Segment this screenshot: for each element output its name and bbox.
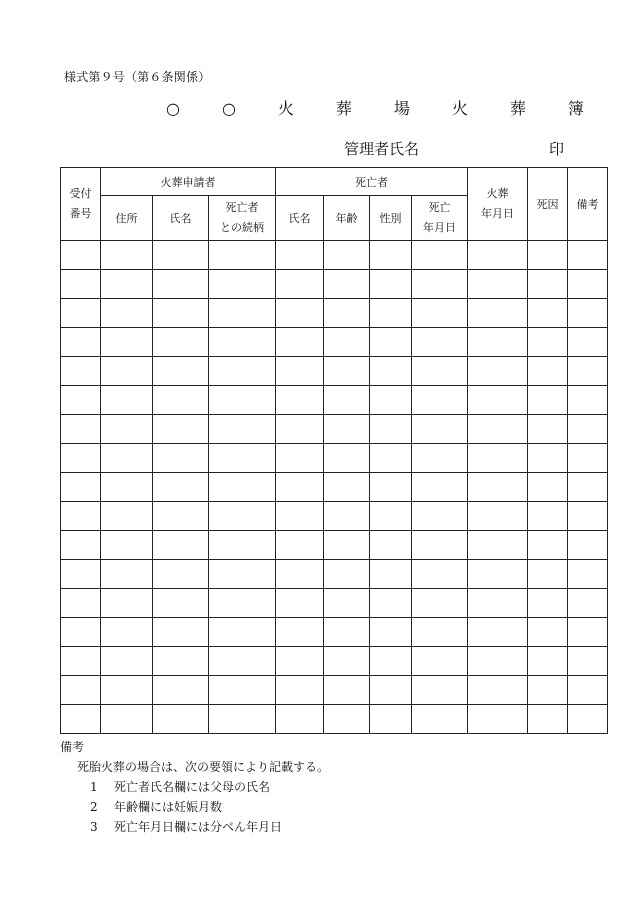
table-cell [276, 589, 324, 618]
table-cell [528, 676, 568, 705]
table-cell [468, 560, 528, 589]
table-cell [528, 444, 568, 473]
page-title: ○ ○ 火 葬 場 火 葬 簿 [166, 99, 597, 118]
table-cell [324, 647, 370, 676]
table-row [61, 560, 608, 589]
table-cell [101, 270, 153, 299]
table-row [61, 444, 608, 473]
table-cell [153, 647, 209, 676]
table-cell [568, 386, 608, 415]
table-cell [412, 560, 468, 589]
header-reception-number [61, 168, 101, 241]
table-cell [468, 299, 528, 328]
table-cell [153, 531, 209, 560]
table-cell [412, 270, 468, 299]
table-cell [370, 705, 412, 734]
table-cell [101, 647, 153, 676]
table-cell [61, 270, 101, 299]
table-cell [568, 618, 608, 647]
table-cell [101, 502, 153, 531]
table-cell [324, 618, 370, 647]
table-cell [568, 444, 608, 473]
table-cell [153, 502, 209, 531]
table-cell [528, 589, 568, 618]
table-cell [209, 357, 276, 386]
notes-item-number: 2 [90, 800, 98, 814]
table-cell [276, 386, 324, 415]
table-cell [209, 241, 276, 270]
table-row [61, 647, 608, 676]
table-cell [412, 357, 468, 386]
table-cell [370, 473, 412, 502]
table-cell [61, 241, 101, 270]
table-cell [276, 299, 324, 328]
table-row [61, 270, 608, 299]
table-cell [153, 444, 209, 473]
table-cell [61, 531, 101, 560]
table-cell [370, 328, 412, 357]
table-cell [324, 444, 370, 473]
table-cell [528, 270, 568, 299]
register-body [61, 241, 608, 734]
table-cell [568, 473, 608, 502]
form-number: 様式第９号（第６条関係） [64, 70, 211, 84]
table-cell [370, 502, 412, 531]
table-cell [324, 270, 370, 299]
table-cell [101, 415, 153, 444]
table-cell [101, 705, 153, 734]
table-cell [324, 386, 370, 415]
table-cell [153, 560, 209, 589]
table-cell [412, 415, 468, 444]
table-cell [209, 705, 276, 734]
table-row [61, 618, 608, 647]
table-cell [568, 502, 608, 531]
table-cell [153, 473, 209, 502]
header-cremation-date [468, 168, 528, 241]
table-cell [324, 560, 370, 589]
table-cell [528, 705, 568, 734]
table-cell [412, 531, 468, 560]
table-cell [324, 299, 370, 328]
table-cell [61, 328, 101, 357]
table-cell [209, 386, 276, 415]
header-applicant-address: 住所 [101, 196, 153, 241]
table-cell [101, 473, 153, 502]
table-cell [412, 299, 468, 328]
table-cell [324, 531, 370, 560]
header-death-date [412, 196, 468, 241]
table-cell [370, 386, 412, 415]
table-cell [468, 270, 528, 299]
notes-item-text: 死亡者氏名欄には父母の氏名 [114, 780, 271, 794]
notes-intro: 死胎火葬の場合は、次の要領により記載する。 [77, 760, 330, 774]
table-cell [101, 531, 153, 560]
table-cell [468, 589, 528, 618]
table-cell [153, 705, 209, 734]
table-cell [153, 270, 209, 299]
table-cell [61, 647, 101, 676]
table-cell [528, 531, 568, 560]
table-cell [412, 589, 468, 618]
table-cell [101, 328, 153, 357]
notes-item [90, 797, 329, 817]
table-cell [568, 705, 608, 734]
table-cell [153, 299, 209, 328]
table-cell [101, 444, 153, 473]
table-cell [528, 502, 568, 531]
table-cell [61, 560, 101, 589]
table-row [61, 705, 608, 734]
table-cell [370, 618, 412, 647]
table-cell [276, 705, 324, 734]
table-cell [276, 328, 324, 357]
table-cell [468, 386, 528, 415]
table-cell [568, 647, 608, 676]
header-deceased-age: 年齢 [324, 196, 370, 241]
table-cell [568, 415, 608, 444]
table-cell [468, 647, 528, 676]
table-cell [153, 241, 209, 270]
header-relation-line1: 死亡者 [225, 201, 259, 214]
table-cell [528, 357, 568, 386]
table-cell [276, 473, 324, 502]
header-remarks: 備考 [568, 168, 608, 241]
table-cell [209, 415, 276, 444]
table-cell [370, 444, 412, 473]
table-cell [568, 357, 608, 386]
table-cell [61, 589, 101, 618]
table-cell [468, 473, 528, 502]
table-cell [276, 357, 324, 386]
table-cell [209, 618, 276, 647]
notes-item-number: 3 [90, 820, 98, 834]
header-applicant-group: 火葬申請者 [101, 168, 276, 196]
table-cell [412, 502, 468, 531]
header-applicant-name: 氏名 [153, 196, 209, 241]
table-cell [370, 299, 412, 328]
table-cell [468, 328, 528, 357]
table-cell [276, 270, 324, 299]
table-cell [468, 415, 528, 444]
table-cell [468, 676, 528, 705]
table-cell [101, 618, 153, 647]
table-cell [412, 473, 468, 502]
table-cell [101, 299, 153, 328]
header-relation-line2: との続柄 [220, 221, 265, 234]
table-cell [153, 618, 209, 647]
table-cell [209, 560, 276, 589]
notes-item-text: 年齢欄には妊娠月数 [114, 800, 223, 814]
table-cell [468, 531, 528, 560]
table-cell [209, 473, 276, 502]
table-row [61, 415, 608, 444]
table-cell [209, 502, 276, 531]
table-cell [276, 676, 324, 705]
table-cell [468, 357, 528, 386]
table-cell [276, 531, 324, 560]
table-cell [568, 589, 608, 618]
table-cell [276, 444, 324, 473]
table-cell [568, 270, 608, 299]
table-cell [370, 270, 412, 299]
notes-section [60, 737, 329, 837]
table-cell [276, 647, 324, 676]
table-cell [370, 357, 412, 386]
notes-title: 備考 [60, 740, 85, 754]
table-cell [568, 328, 608, 357]
table-cell [209, 299, 276, 328]
table-cell [468, 618, 528, 647]
cremation-register-table [60, 167, 608, 734]
table-cell [528, 618, 568, 647]
header-reception-line2: 番号 [69, 207, 92, 220]
table-cell [153, 415, 209, 444]
header-death-date-line1: 死亡 [428, 201, 451, 214]
table-cell [209, 270, 276, 299]
table-row [61, 357, 608, 386]
table-cell [209, 676, 276, 705]
header-deceased-group: 死亡者 [276, 168, 468, 196]
table-row [61, 676, 608, 705]
table-cell [153, 589, 209, 618]
table-row [61, 502, 608, 531]
table-row [61, 531, 608, 560]
table-cell [324, 241, 370, 270]
notes-item [90, 777, 329, 797]
table-row [61, 241, 608, 270]
table-cell [528, 328, 568, 357]
table-cell [412, 386, 468, 415]
table-cell [209, 589, 276, 618]
notes-item-number: 1 [90, 780, 98, 794]
table-cell [370, 560, 412, 589]
table-cell [370, 531, 412, 560]
table-cell [324, 589, 370, 618]
table-cell [61, 299, 101, 328]
table-cell [209, 531, 276, 560]
table-cell [412, 444, 468, 473]
table-cell [528, 299, 568, 328]
table-row [61, 386, 608, 415]
table-cell [101, 676, 153, 705]
table-cell [101, 357, 153, 386]
notes-item [90, 817, 329, 837]
table-cell [209, 328, 276, 357]
table-cell [153, 676, 209, 705]
table-cell [568, 560, 608, 589]
table-cell [276, 502, 324, 531]
table-cell [209, 647, 276, 676]
table-cell [528, 473, 568, 502]
table-cell [412, 618, 468, 647]
table-cell [153, 328, 209, 357]
table-cell [61, 415, 101, 444]
table-row [61, 589, 608, 618]
table-cell [324, 705, 370, 734]
table-row [61, 328, 608, 357]
table-cell [209, 444, 276, 473]
table-row [61, 473, 608, 502]
table-cell [61, 444, 101, 473]
table-cell [61, 386, 101, 415]
header-reception-line1: 受付 [69, 187, 92, 200]
table-cell [153, 386, 209, 415]
table-cell [528, 241, 568, 270]
table-cell [61, 676, 101, 705]
table-cell [324, 357, 370, 386]
table-cell [101, 589, 153, 618]
table-cell [412, 328, 468, 357]
table-cell [568, 531, 608, 560]
table-cell [370, 647, 412, 676]
table-cell [324, 328, 370, 357]
table-cell [468, 705, 528, 734]
table-cell [528, 560, 568, 589]
table-cell [412, 241, 468, 270]
table-cell [276, 618, 324, 647]
table-row [61, 299, 608, 328]
notes-item-text: 死亡年月日欄には分べん年月日 [114, 820, 283, 834]
table-cell [101, 560, 153, 589]
table-cell [468, 444, 528, 473]
table-cell [61, 473, 101, 502]
header-death-date-line2: 年月日 [423, 221, 457, 234]
table-cell [412, 705, 468, 734]
manager-name-label: 管理者氏名 [344, 140, 420, 158]
table-cell [101, 386, 153, 415]
table-cell [61, 618, 101, 647]
table-cell [61, 502, 101, 531]
table-cell [61, 705, 101, 734]
header-deceased-name: 氏名 [276, 196, 324, 241]
table-cell [276, 560, 324, 589]
table-cell [370, 415, 412, 444]
table-cell [528, 415, 568, 444]
seal-label: 印 [549, 140, 565, 158]
header-applicant-relation [209, 196, 276, 241]
table-cell [153, 357, 209, 386]
table-cell [276, 415, 324, 444]
table-cell [370, 241, 412, 270]
table-cell [568, 299, 608, 328]
table-cell [528, 647, 568, 676]
table-cell [412, 676, 468, 705]
table-cell [370, 589, 412, 618]
table-cell [468, 502, 528, 531]
table-cell [324, 676, 370, 705]
table-cell [61, 357, 101, 386]
table-cell [468, 241, 528, 270]
table-cell [276, 241, 324, 270]
header-cremation-line1: 火葬 [486, 187, 509, 200]
header-deceased-sex: 性別 [370, 196, 412, 241]
table-cell [101, 241, 153, 270]
table-cell [324, 502, 370, 531]
header-cause-of-death: 死因 [528, 168, 568, 241]
table-cell [370, 676, 412, 705]
table-cell [324, 473, 370, 502]
table-cell [568, 676, 608, 705]
table-cell [412, 647, 468, 676]
table-cell [528, 386, 568, 415]
table-cell [568, 241, 608, 270]
table-cell [324, 415, 370, 444]
header-cremation-line2: 年月日 [481, 207, 515, 220]
